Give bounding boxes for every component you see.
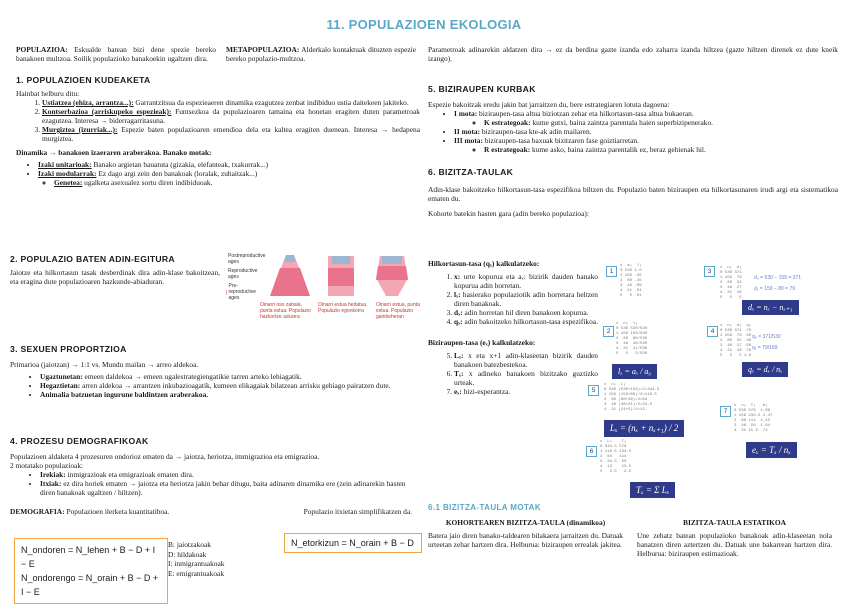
metapopulation-term: METAPOPULAZIOA: [226,45,300,54]
list-item: • Irekiak: inmigrazioak eta emigrazioak ematen dira. [40,470,420,479]
formula-Lx: Lₓ = (nₓ + nₓ₊₁) / 2 [604,420,684,437]
s5-list [428,109,838,154]
formula-dx: dₓ = nₓ − nₓ₊₁ [742,300,799,315]
step-number: 1 [606,266,617,277]
static-table-text: Une zehatz batean populazioko banakoak adin-klaseetan nola banatzen diren aztertzen du. Datuak une bakarrean hartzen dira. Helburua: biziraupen estimazioak. [637,531,832,558]
list-item: • Izaki unitarioak: Banako argietan bauatuta (gizakia, elefanteak, txakurrak...) [38,160,420,169]
side-note: d₁ = 159 − 80 = 79 [754,286,796,292]
life-table-thumbnail: x aₓ lₓ 0 530 1.0 1 159 .30 2 80 .15 3 48 .09 4 21 .04 5 5 .01 [620,264,642,298]
mortality-heading: Hilkortasun-tasa (qₓ) kalkulatzeko: [428,259,540,268]
section-4 [10,437,420,516]
formula-line-1: N_ondoren = N_lehen + B − D + I − E [21,545,156,569]
population-term: POPULAZIOA: [16,45,68,54]
life-table-thumbnail: x Lₓ Tₓ 0 344.5 578 1 119.5 233.5 2 64 114 3 34.5 50 4 13 15.5 5 2.5 2.5 [600,440,632,474]
list-item: • Animalia batzuetan ingurune baldintzen araberakoa. [40,390,420,399]
list-item: 1. Ustiatzea (ehiza, arrantza...): Garrantzitsua da espezieaeren dinamika ezagutzea zenbat indibiduo ustia daitekeen jakiteko. [42,98,420,107]
list-item: • III mota: biziraupen-tasa baxuak bizitzaren fase goiztiarretan. ◦ R estrategoak: kume asko, baina zaintza parentalik ez, beraz gehienak hil. [454,136,838,154]
section-3-heading: 3. SEXUEN PROPORTZIOA [10,344,127,354]
section-4-heading: 4. PROZESU DEMOGRAFIKOAK [10,436,149,446]
list-item: • Hegaztietan: arren aldekoa → arrantzen inkubazioagatik, kumeen elikagaiak bilatzean arrisku gehiago pairatzen dute. [40,381,420,390]
section-3 [10,345,420,399]
formula-legend [168,540,248,578]
intro-block [16,45,420,63]
step-number: 2 [603,326,614,337]
demografia-definition: Populazioen ilerketa kuantitatiboa. [64,507,170,516]
section-6-1 [428,503,838,558]
kohorte-note: Kohorte batekin hasten gara (adin bereko populazioa): [428,209,589,218]
formula-ex: eₓ = Tₓ / nₓ [746,442,797,458]
section-5-heading: 5. BIZIRAUPEN KURBAK [428,84,536,94]
step-number: 5 [588,385,599,396]
page-title: 11. POPULAZIOEN EKOLOGIA [326,17,522,32]
section-6-heading: 6. BIZITZA-TAULAK [428,167,514,177]
formula-open-population [14,538,168,604]
formula-qx: qₓ = dₓ / nₓ [742,362,788,377]
s4-list [10,470,420,497]
legend-b: B: jaiotzakoak [168,540,211,549]
s1-lead: Hainbat helburu ditu: [16,89,80,98]
pyramid-expanding [270,255,310,296]
life-table-thumbnail: x nₓ Tₓ eₓ 0 530 578 1.09 1 159 233.5 1.47 2 80 114 1.43 3 48 50 1.04 4 21 15.5 .74 [734,404,773,433]
legend-prereproductive: Pre-reproductive ages [228,283,256,301]
section-1-heading: 1. POPULAZIOEN KUDEAKETA [16,75,151,85]
s4-lead2: 2 motatako populazioak: [10,461,84,470]
list-item: ◦ R estrategoak: kume asko, baina zaintza parentalik ez, beraz gehienak hil. [484,145,838,154]
list-item: ◦ Geneteа: ugalketa asexualez sortu diren indibiduoak. [54,178,420,187]
static-table-title: BIZITZA-TAULA ESTATIKOA [683,518,786,527]
formula-lx: lₓ = aₓ / a₀ [612,364,657,379]
life-table-thumbnail: x nₓ dₓ 0 530 371 1 159 79 2 80 32 3 48 27 4 21 16 5 5 5 [720,266,742,300]
survival-heading: Biziraupen-tasa (eₓ) kalkulatzeko: [428,338,536,347]
list-item: • Ugaztunetan: emeen daldekoa → emeen ugalestrategiengatikie tarren arteko lehiagatik. [40,372,420,381]
list-item: • Itxiak: ez dira horiek ematen → jaiotza eta heriotza jakin behar ditugu, baita adinaren dinamika ere (zein adinarekin hasten diren banakoak ugaltzen / hiltzen). [40,479,420,497]
list-item: • II mota: biziraupen-tasa kte-ak adin mailaren. [454,127,838,136]
pyramid-caption-2: Oinarri estua hedatua. Populazio egonkorra [318,302,368,314]
pyramid-legend [226,253,266,301]
list-item: ◦ K estrategoak: kume gutxi, baina zaintza parentala haien superbizipenerako. [484,118,838,127]
list-item: 6. Tₓ: x adineko banakoen bizitzako guztizko urteak. [454,369,598,387]
section-2-heading: 2. POPULAZIO BATEN ADIN-EGITURA [10,254,175,264]
s1-list [16,98,420,143]
step-number: 7 [720,406,731,417]
life-table-thumbnail: x nₓ lₓ 0 530 530/530 1 159 159/530 2 80 80/530 3 48 48/530 4 21 21/530 5 5 5/530 [616,322,648,356]
list-item: 2. Kontserbazioa (arriskupeko espezieak): Funtsezkoa da populazioaren tamaina eta honetan eragiten duten parametroak ezagutzea. Interesa → biderragarritasuna. [42,107,420,125]
list-item: • Izaki modularrak: Ez dago argi zein den banakoak (loralak, zuhaitzak...) ◦ Geneteа: ugalketa asexualez sortu diren indibiduoak. [38,169,420,187]
survival-list [428,351,598,396]
age-parameters-note: Parametroak adinarekin aldatzen dira → ez da berdina gazte izanda edo zaharra izanda hiltzea (gazte hiltzen direnek ez dute kneik izango). [428,45,838,63]
mortality-list [428,272,598,326]
section-6-1-heading: 6.1 BIZITZA-TAULA MOTAK [428,503,542,512]
mortality-rate-block [428,259,598,396]
step-number: 6 [586,446,597,457]
age-pyramids-figure [226,250,426,330]
formula-closed-population: N_etorkizun = N_orain + B − D [284,533,422,553]
s4-lead: Populazioen aldaketa 4 prozesuren ondorioz ematen da → jaiotza, heriotza, immigrazioa eta emigrazioa. [10,452,320,461]
s6-text: Adin-klase bakoitzeko hilkortasun-tasa espezifikoa biltzen du. Populazio baten biziraupen eta hilkortasunaren irudi argi eta sistematikoa ematen du. [428,185,838,203]
legend-i: I: inmigrantuakoak [168,559,225,568]
s3-lead: Primarioa (jaiotzan) → 1:1 vs. Mundu mailan → arreo aldekoa. [10,360,199,369]
side-note: q₁ = 79/159 [752,345,778,351]
right-column [428,45,838,218]
pyramid-caption-1: Oinarri oso zabala, punta estua. Populazio hazkortze azkarra [260,302,311,320]
left-column [16,45,420,187]
formula-Tx: Tₓ = Σ Lₓ [630,482,675,498]
legend-reproductive: Reproductive ages [228,268,258,280]
demografia-term: DEMOGRAFIA: [10,507,65,516]
list-item: 4. qₓ: adin bakoitzeko hilkortasun-tasa espezifikoa. [454,317,598,326]
cohort-table-title: KOHORTEAREN BIZITZA-TAULA (dinamikoa) [445,518,606,527]
pyramid-declining [376,256,408,296]
s3-list [10,372,420,399]
simplified-note: Populazio itxietan simplifikatzen da. [303,507,412,516]
life-table-thumbnail: x nₓ Lₓ 0 530 (530+159)/2=344.5 1 159 (159+80)/2=119.5 2 80 (80+48)/2=64 3 48 (48+21)/2=34.5 4 21 (21+5)/2=13 [604,383,660,412]
list-item: • I mota: biziraupen-tasa altua biziotzan zehar eta hilkortasun-tasa altua bukaeran. ◦ K estrategoak: kume gutxi, baina zaintza parentala haien superbizipenerako. [454,109,838,127]
list-item: 5. Lₓ: x eta x+1 adin-klaseetan bizirik dauden banakoen batezbestekoa. [454,351,598,369]
pyramid-stable [328,256,354,296]
step-number: 4 [707,326,718,337]
side-note: q₀ = 371/530 [752,334,781,340]
list-item: 1. x: urte kopurua eta aₓ: bizirik dauden banako kopurua adin horretan. [454,272,598,290]
step-number: 3 [704,266,715,277]
side-note: d₀ = 530 − 159 = 371 [754,275,801,281]
cohort-table-text: Batera jaio diren banako-taldearen bilakaera jarraitzen du. Datuak urteetan zehar hartzen dira. Helburua: biziraupen errealak jakitea. [428,531,623,549]
s5-lead: Espezie bakoitzak eredu jakin bat jarraitzen du, bere estrategiaren lotuta dagoena: [428,100,670,109]
legend-postreproductive: Postreproductive ages [228,253,266,265]
pyramid-chart [258,250,428,300]
legend-d: D: hildakoak [168,549,207,559]
metapopulation-definition: Alderkalo kontaktuak dituzten espezie bereko populazio-multzoa. [226,45,416,63]
s1-bullets [16,160,420,187]
pyramid-caption-3: Oinarri estua, punta estua. Populazio gainbeheran [376,302,420,320]
list-item: 7. eₓ: bizi-esperantza. [454,387,598,396]
list-item: 3. dₓ: adin horretan hil diren banakoen kopurua. [454,308,598,317]
formula-line-2: N_ondorengo = N_orain + B − D + I − E [21,573,159,597]
section-2 [10,254,220,286]
s2-text: Jaiotze eta hilkortasun tasak desberdinak dira adin-klase bakoitzean, eta eragina dute populazioaren hazkunde-abiaduran. [10,268,220,286]
dinamika-label: Dinamika → banakoen izaeraren araberakoa. Banako motak: [16,148,212,157]
list-item: 3. Murgiztea (izurriak...): Espezie baten populazioaren emendioa dela eta kaltea eragiten duenean. Interesa → hedapena murgiztea. [42,125,420,143]
life-table-thumbnail: x nₓ dₓ qₓ 0 530 371 .70 1 159 79 .50 2 80 32 .40 3 48 27 .56 4 21 16 .76 5 5 5 1.0 [720,324,752,358]
legend-e: E: emigrantuakoak [168,568,225,578]
list-item: 2. lₓ: hasierako populaziotik adin horretara heltzen diren banakoak. [454,290,598,308]
population-definition: Eskualde batean bizi dene spezie bereko banakoen multzoa. Soilik populazioko banakoekin ugaltzen dira. [16,45,216,63]
